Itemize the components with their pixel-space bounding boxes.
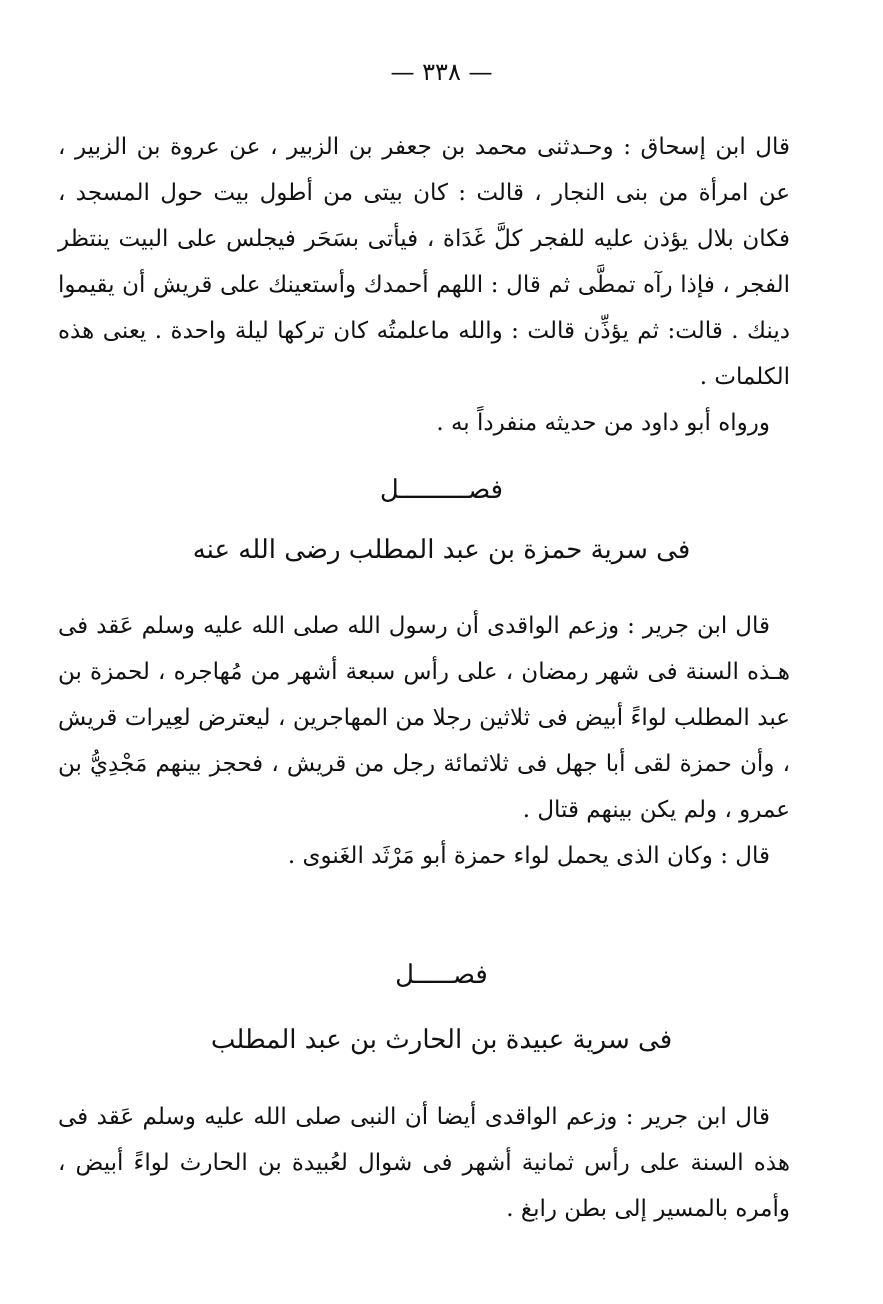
section-marker: فصـــــل — [395, 960, 488, 990]
section-marker: فصـــــــــل — [379, 475, 504, 505]
opening-text — [58, 124, 790, 446]
paragraph: قال ابن جرير : وزعم الواقدى أيضا أن النبى صلى الله عليه وسلم عَقد فى هذه السنة على رأس ثمانية أشهر فى شوال لعُبيدة بن الحارث لواءً أبيض ، وأمره بالمسير إلى بطن رابغ . — [58, 1104, 790, 1222]
section-heading: فى سرية عبيدة بن الحارث بن عبد المطلب — [210, 1025, 673, 1055]
section-heading: فى سرية حمزة بن عبد المطلب رضى الله عنه — [192, 535, 691, 565]
paragraph: ورواه أبو داود من حديثه منفرداً به . — [436, 410, 770, 436]
page-number: — ٣٣٨ — — [390, 58, 493, 86]
paragraph: قال : وكان الذى يحمل لواء حمزة أبو مَرْثَد الغَنوى . — [287, 843, 770, 869]
paragraph: قال ابن إسحاق : وحـدثنى محمد بن جعفر بن الزبير ، عن عروة بن الزبير ، عن امرأة من بنى النجار ، قالت : كان بيتى من أطول بيت حول المسجد ، فكان بلال يؤذن عليه للفجر كلَّ غَدَاة ، فيأتى بسَحَر فيجلس على البيت ينتظر الفجر ، فإذا رآه تمطَّى ثم قال : اللهم أحمدك وأستعينك على قريش أن يقيموا دينك . قالت: ثم يؤذِّن قالت : والله ماعلمتُه كان تركها ليلة واحدة . يعنى هذه الكلمات . — [58, 134, 790, 390]
section-text — [58, 1094, 790, 1232]
paragraph: قال ابن جرير : وزعم الواقدى أن رسول الله صلى الله عليه وسلم عَقد فى هـذه السنة فى شهر رمضان ، على رأس سبعة أشهر من مُهاجره ، لحمزة بن عبد المطلب لواءً أبيض فى ثلاثين رجلا من المهاجرين ، ليعترض لعِيرات قريش ، وأن حمزة لقى أبا جهل فى ثلاثمائة رجل من قريش ، فحجز بينهم مَجْدِيُّ بن عمرو ، ولم يكن بينهم قتال . — [58, 613, 790, 823]
section-text — [58, 603, 790, 879]
